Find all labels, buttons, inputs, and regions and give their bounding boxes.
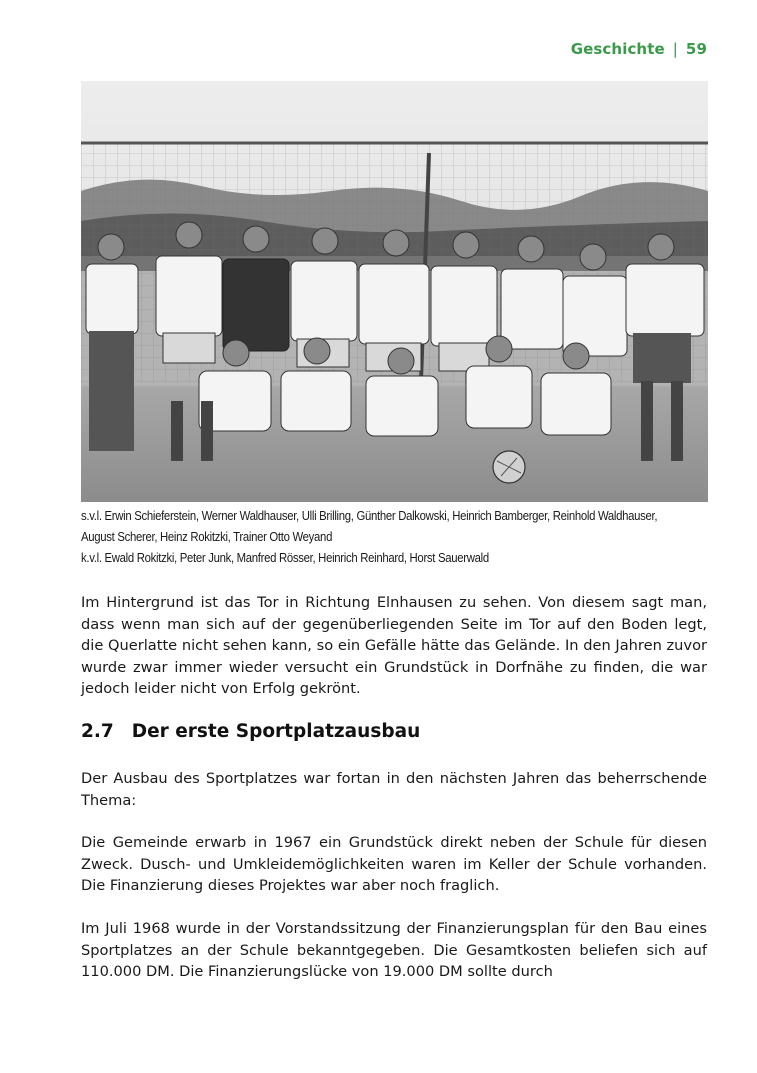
section-heading: [81, 721, 420, 742]
caption-line: August Scherer, Heinz Rokitzki, Trainer Otto Weyand: [81, 529, 333, 544]
team-photo-icon: [81, 81, 708, 502]
caption-line: k.v.l. Ewald Rokitzki, Peter Junk, Manfred Rösser, Heinrich Reinhard, Horst Sauerwald: [81, 550, 489, 565]
paragraph: Die Gemeinde erwarb in 1967 ein Grundstück direkt neben der Schule für diesen Zweck. Dusch- und Umkleidemöglichkeiten waren im Keller der Schule vorhanden. Die Finanzierung dieses Projektes war aber noch fraglich.: [81, 834, 707, 895]
section-number: 2.7: [81, 721, 114, 742]
photo-caption: [81, 505, 711, 568]
paragraph: Im Juli 1968 wurde in der Vorstandssitzung der Finanzierungsplan für den Bau eines Sportplatzes an der Schule bekanntgegeben. Die Gesamtkosten beliefen sich auf 110.000 DM. Die Finanzierungslücke von 19.000 DM sollte durch: [81, 920, 707, 981]
caption-line: s.v.l. Erwin Schieferstein, Werner Waldhauser, Ulli Brilling, Günther Dalkowski, Heinrich Bamberger, Reinhold Waldhauser,: [81, 508, 658, 523]
section-name: Geschichte: [570, 40, 665, 58]
paragraph: Im Hintergrund ist das Tor in Richtung Elnhausen zu sehen. Von diesem sagt man, dass wenn man sich auf der gegenüberliegenden Seite im Tor auf den Boden legt, die Querlatte nicht sehen kann, so ein Gefälle hätte das Gelände. In den Jahren zuvor wurde zwar immer wieder versucht ein Grundstück in Dorfnähe zu finden, die war jedoch leider nicht von Erfolg gekrönt.: [81, 594, 707, 698]
running-header: [571, 40, 707, 58]
team-photo: [81, 81, 708, 502]
section-title: Der erste Sportplatzausbau: [131, 721, 421, 742]
page-number: 59: [685, 40, 707, 58]
paragraph: Der Ausbau des Sportplatzes war fortan in den nächsten Jahren das beherrschende Thema:: [81, 770, 707, 809]
header-separator: |: [672, 40, 678, 58]
